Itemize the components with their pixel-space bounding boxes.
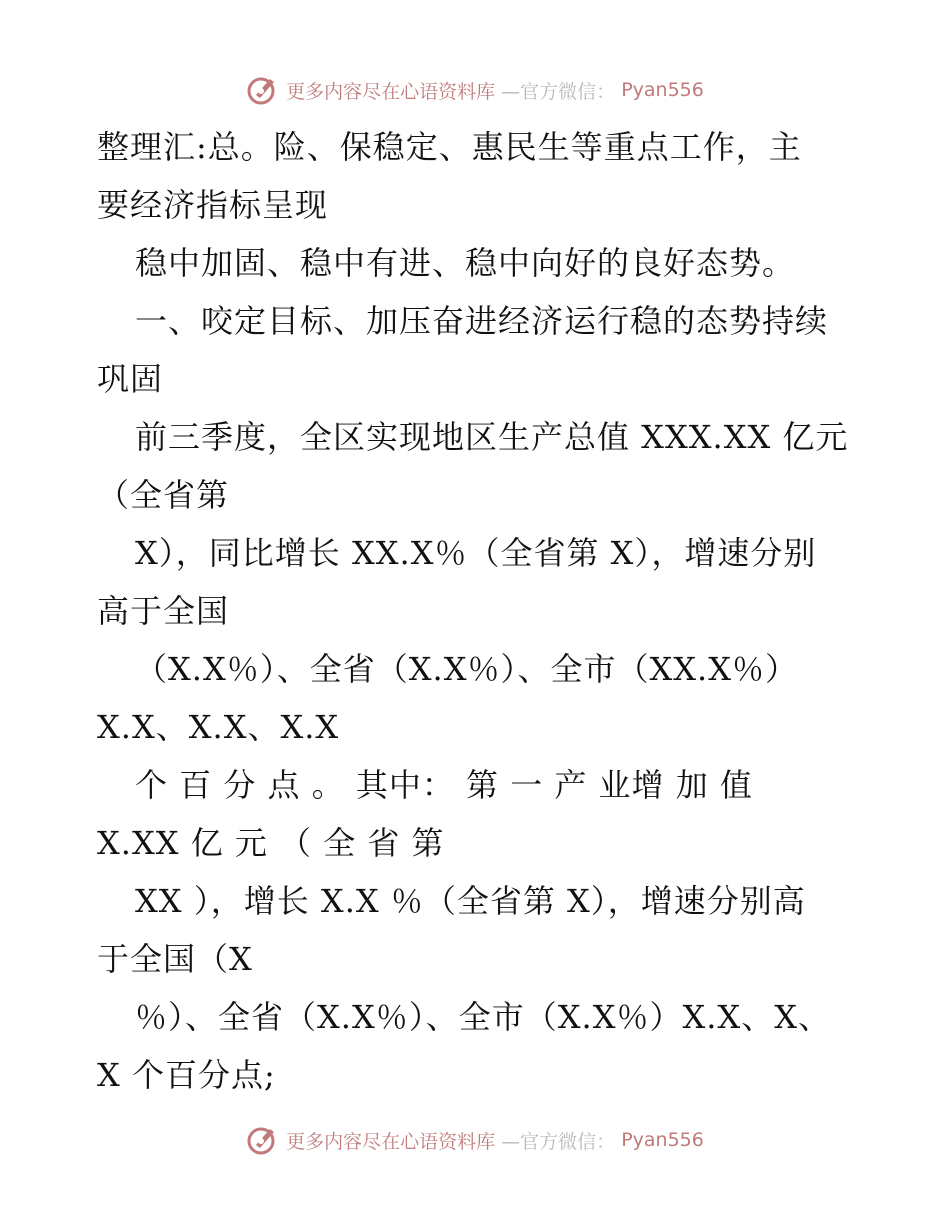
watermark-dash: —官方微信： bbox=[501, 1130, 616, 1153]
text-line: X 个百分点; bbox=[97, 1056, 276, 1094]
text-line: X），同比增长 XX.X％（全省第 X），增速分别 bbox=[135, 534, 817, 572]
document-body bbox=[97, 118, 857, 1104]
pen-logo-icon bbox=[246, 1123, 280, 1157]
watermark-dash: —官方微信： bbox=[501, 80, 616, 103]
text-line: 整理汇:总。险、保稳定、惠民生等重点工作，主 bbox=[97, 128, 802, 166]
pen-logo-icon bbox=[246, 73, 280, 107]
text-line: （全省第 bbox=[97, 476, 230, 514]
watermark-brand: 更多内容尽在心语资料库 bbox=[286, 1130, 496, 1153]
text-line: （X.X％）、全省（X.X％）、全市（XX.X％） bbox=[135, 650, 798, 688]
footer-watermark bbox=[0, 1120, 950, 1160]
text-line: 高于全国 bbox=[97, 592, 230, 630]
text-line: 前三季度，全区实现地区生产总值 XXX.XX 亿元 bbox=[135, 418, 849, 456]
header-watermark bbox=[0, 70, 950, 110]
text-line: X.X、X.X、X.X bbox=[97, 708, 340, 746]
watermark-brand: 更多内容尽在心语资料库 bbox=[286, 80, 496, 103]
text-line: 要经济指标呈现 bbox=[97, 186, 329, 224]
text-line: XX ），增长 X.X ％（全省第 X），增速分别高 bbox=[135, 882, 806, 920]
text-line: 稳中加固、稳中有进、稳中向好的良好态势。 bbox=[135, 244, 796, 282]
watermark-account: Pyan556 bbox=[621, 1129, 704, 1151]
text-line: 个 百 分 点 。 其中： 第 一 产 业增 加 值 bbox=[135, 766, 753, 804]
section-heading-cont: 巩固 bbox=[97, 360, 164, 398]
watermark-account: Pyan556 bbox=[621, 79, 704, 101]
section-heading: 一、咬定目标、加压奋进经济运行稳的态势持续 bbox=[135, 302, 829, 340]
text-line: 于全国（X bbox=[97, 940, 253, 978]
text-line: ％）、全省（X.X％）、全市（X.X％）X.X、X、 bbox=[135, 998, 831, 1036]
text-line: X.XX 亿 元 （ 全 省 第 bbox=[97, 824, 445, 862]
